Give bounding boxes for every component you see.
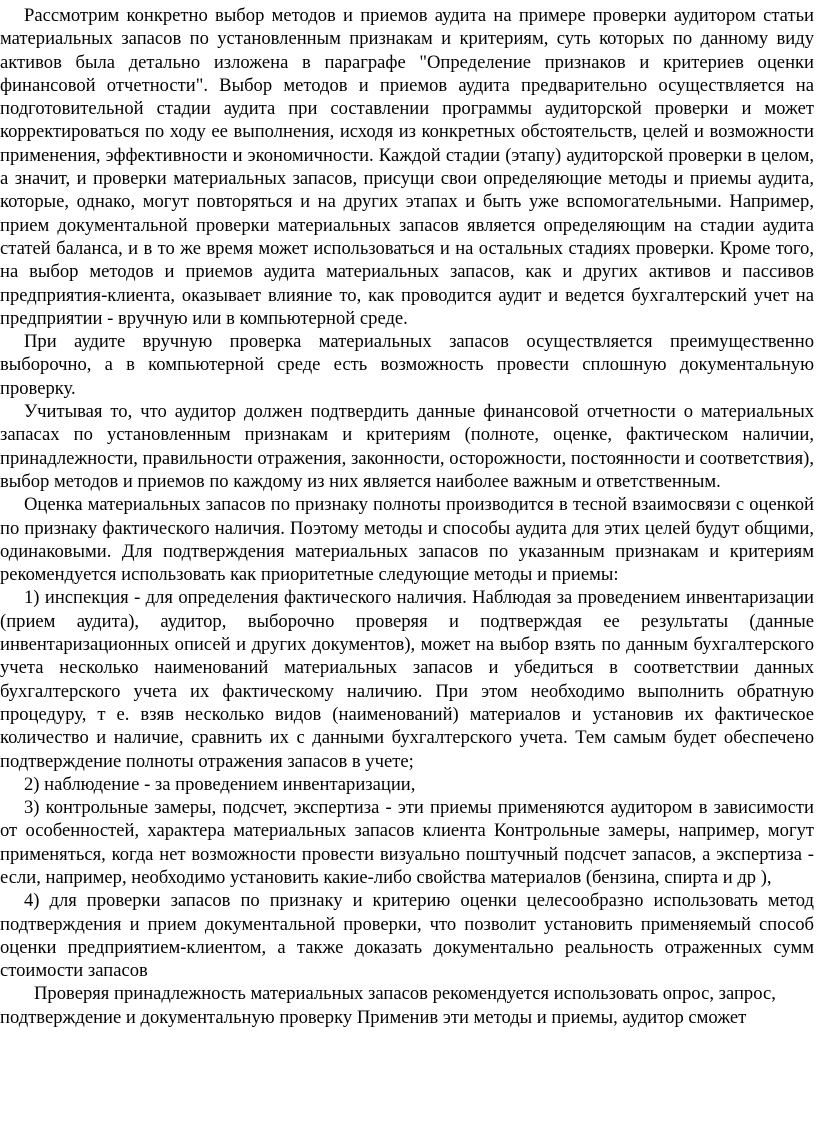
list-item-observation: 2) наблюдение - за проведением инвентаризации,: [24, 773, 416, 795]
list-item-inspection: 1) инспекция - для определения фактического наличия. Наблюдая за проведением инвентаризации (прием аудита), аудитор, выборочно проверяя и подтверждая ее результаты (данные инвентаризационных описей и других документов), может на выбор взять по данным бухгалтерского учета несколько наименований материальных запасов и убедиться в соответствии данных бухгалтерского учета их фактическому наличию. При этом необходимо выполнить обратную процедуру, т е. взяв несколько видов (наименований) материалов и установив их фактическое количество и наличие, сравнить их с данными бухгалтерского учета. Тем самым будет обеспечено подтверждение полноты отражения запасов в учете;: [0, 587, 814, 772]
list-item-measurements: 3) контрольные замеры, подсчет, экспертиза - эти приемы применяются аудитором в зависимости от особенностей, характера материальных запасов клиента Контрольные замеры, например, могут применяться, когда нет возможности провести визуально поштучный подсчет запасов, а экспертиза - если, например, необходимо установить какие-либо свойства материалов (бензина, спирта и др ),: [0, 797, 814, 888]
paragraph-completeness: Оценка материальных запасов по признаку полноты производится в тесной взаимосвязи с оценкой по признаку фактического наличия. Поэтому методы и способы аудита для этих целей будут общими, одинаковыми. Для подтверждения материальных запасов по указанным признакам и критериям рекомендуется использовать как приоритетные следующие методы и приемы:: [0, 494, 814, 586]
paragraph-method-selection: Рассмотрим конкретно выбор методов и приемов аудита на примере проверки аудитором статьи материальных запасов по установленным признакам и критериям, суть которых по данному виду активов была детально изложена в параграфе "Определение признаков и критериев оценки финансовой отчетности". Выбор методов и приемов аудита предварительно осуществляется на подготовительной стадии аудита при составлении программы аудиторской проверки и может корректироваться по ходу ее выполнения, исходя из конкретных обстоятельств, целей и возможности применения, эффективности и экономичности. Каждой стадии (этапу) аудиторской проверки в целом, а значит, и проверки материальных запасов, присущи свои определяющие методы и приемы аудита, которые, однако, могут повторяться и на других этапах и быть уже вспомогательными. Например, прием документальной проверки материальных запасов является определяющим на стадии аудита статей баланса, и в то же время может использоваться и на остальных стадиях проверки. Кроме того, на выбор методов и приемов аудита материальных запасов, как и других активов и пассивов предприятия-клиента, оказывает влияние то, как проводится аудит и ведется бухгалтерский учет на предприятии - вручную или в компьютерной среде.: [0, 5, 814, 329]
paragraph-manual-audit: При аудите вручную проверка материальных запасов осуществляется преимущественно выборочно, а в компьютерной среде есть возможность провести сплошную документальную проверку.: [0, 331, 814, 399]
list-item-valuation: 4) для проверки запасов по признаку и критерию оценки целесообразно использовать метод подтверждения и прием документальной проверки, что позволит установить применяемый способ оценки предприятием-клиентом, а также доказать документально реальность отраженных сумм стоимости запасов: [0, 890, 814, 982]
paragraph-ownership: Проверяя принадлежность материальных запасов рекомендуется использовать опрос, запрос, подтверждение и документальную проверку Применив эти методы и приемы, аудитор сможет: [0, 983, 776, 1028]
paragraph-criteria: Учитывая то, что аудитор должен подтвердить данные финансовой отчетности о материальных запасах по установленным признакам и критериям (полноте, оценке, фактическом наличии, принадлежности, правильности отражения, законности, осторожности, постоянности и соответствия), выбор методов и приемов по каждому из них является наиболее важным и ответственным.: [0, 401, 814, 492]
